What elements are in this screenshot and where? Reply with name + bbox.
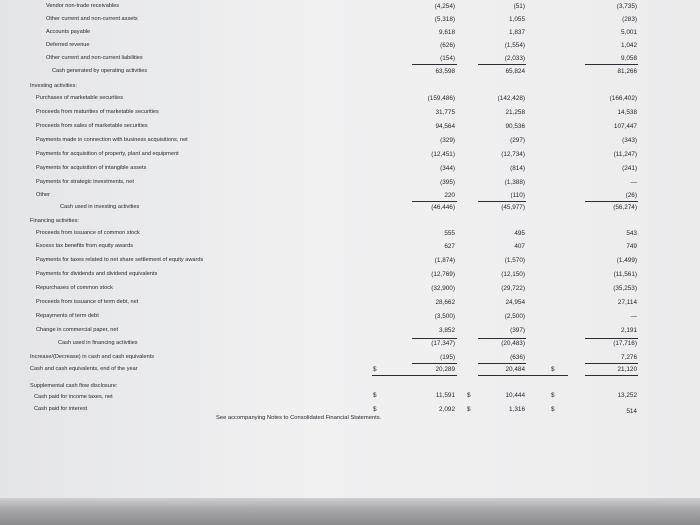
table-row bbox=[0, 242, 700, 254]
row-label: Vendor non-trade receivables bbox=[46, 3, 120, 9]
rule bbox=[412, 64, 457, 65]
double-rule bbox=[478, 375, 568, 376]
value-c3: 1,042 bbox=[621, 42, 637, 49]
row-label: Purchases of marketable securities bbox=[36, 95, 124, 101]
dollar-sign: $ bbox=[373, 406, 377, 413]
table-row bbox=[0, 339, 700, 351]
value-c3: (166,402) bbox=[609, 95, 637, 102]
rule bbox=[412, 201, 457, 202]
value-c2: (12,734) bbox=[501, 151, 525, 158]
row-label: Repayments of term debt bbox=[36, 313, 99, 319]
taxes-c2: 10,444 bbox=[505, 392, 525, 399]
value-c1: 9,618 bbox=[439, 29, 455, 36]
row-label: Payments for taxes related to net share settlement of equity awards bbox=[36, 257, 204, 263]
value-c2: (12,150) bbox=[501, 271, 525, 278]
value-c2: 407 bbox=[514, 243, 525, 250]
rule bbox=[585, 338, 638, 339]
value-c1: (17,347) bbox=[431, 340, 455, 347]
table-row bbox=[0, 15, 700, 27]
table-row bbox=[0, 284, 700, 296]
value-c3: (56,274) bbox=[613, 204, 637, 211]
table-row bbox=[0, 217, 700, 229]
value-c3: (11,561) bbox=[613, 271, 637, 278]
value-c3: (343) bbox=[622, 137, 637, 144]
value-c1: 28,662 bbox=[435, 299, 455, 306]
table-row bbox=[0, 108, 700, 120]
dollar-sign: $ bbox=[551, 392, 555, 399]
table-row bbox=[0, 28, 700, 40]
value-c2: (110) bbox=[510, 192, 525, 199]
value-c3: (283) bbox=[622, 16, 637, 23]
value-c2: 1,837 bbox=[509, 29, 525, 36]
row-label: Proceeds from issuance of term debt, net bbox=[36, 299, 139, 305]
value-c1: (5,318) bbox=[434, 16, 455, 23]
value-c1: 31,775 bbox=[435, 109, 455, 116]
value-c2: 495 bbox=[514, 230, 525, 237]
value-c2: (20,483) bbox=[501, 340, 525, 347]
row-label: Investing activities: bbox=[30, 83, 77, 89]
row-label: Cash paid for income taxes, net bbox=[34, 394, 113, 400]
taxes-c1: 11,591 bbox=[435, 392, 455, 399]
page-shadow bbox=[0, 498, 700, 525]
value-c1: 555 bbox=[444, 230, 455, 237]
interest-c2: 1,316 bbox=[509, 406, 525, 413]
value-c3: — bbox=[630, 179, 637, 186]
value-c1: 3,852 bbox=[439, 327, 455, 334]
value-c3: 7,276 bbox=[621, 354, 637, 361]
rule bbox=[478, 338, 526, 339]
value-c2: (397) bbox=[510, 327, 525, 334]
value-c1: 20,289 bbox=[435, 366, 455, 373]
value-c2: (2,500) bbox=[504, 313, 525, 320]
table-row bbox=[0, 164, 700, 176]
table-row bbox=[0, 178, 700, 190]
table-row bbox=[0, 298, 700, 310]
row-label: Supplemental cash flow disclosure: bbox=[30, 383, 118, 389]
row-label: Payments made in connection with business acquisitions, net bbox=[36, 137, 188, 143]
value-c2: (636) bbox=[510, 354, 525, 361]
value-c3: — bbox=[630, 313, 637, 320]
value-c2: 20,484 bbox=[505, 366, 525, 373]
row-label: Cash and cash equivalents, end of the year bbox=[30, 366, 138, 372]
table-row bbox=[0, 94, 700, 106]
value-c2: 65,824 bbox=[505, 68, 525, 75]
row-label: Excess tax benefits from equity awards bbox=[36, 243, 134, 249]
rule bbox=[585, 363, 638, 364]
row-label: Proceeds from maturities of marketable securities bbox=[36, 109, 159, 115]
value-c3: 27,114 bbox=[617, 299, 637, 306]
rule bbox=[478, 64, 526, 65]
dollar-sign: $ bbox=[551, 366, 555, 373]
table-row bbox=[0, 393, 700, 405]
row-label: Cash generated by operating activities bbox=[52, 68, 148, 74]
dollar-sign: $ bbox=[467, 406, 471, 413]
value-c2: (1,554) bbox=[504, 42, 525, 49]
value-c3: (241) bbox=[622, 165, 637, 172]
interest-c3: 514 bbox=[626, 408, 637, 415]
table-row bbox=[0, 270, 700, 282]
table-row bbox=[0, 67, 700, 79]
value-c2: (1,570) bbox=[504, 257, 525, 264]
value-c3: (17,716) bbox=[613, 340, 637, 347]
value-c1: (1,874) bbox=[434, 257, 455, 264]
row-label: Increase/(Decrease) in cash and cash equivalents bbox=[30, 354, 155, 360]
value-c1: (329) bbox=[440, 137, 455, 144]
value-c3: 21,120 bbox=[617, 366, 637, 373]
row-label: Cash used in financing activities bbox=[58, 340, 138, 346]
value-c1: (3,500) bbox=[434, 313, 455, 320]
value-c2: (51) bbox=[513, 3, 525, 10]
double-rule bbox=[372, 375, 457, 376]
row-label: Other current and non-current liabilities bbox=[46, 55, 143, 61]
dollar-sign: $ bbox=[373, 392, 377, 399]
dollar-sign: $ bbox=[467, 392, 471, 399]
rule bbox=[412, 338, 457, 339]
value-c1: 627 bbox=[444, 243, 455, 250]
table-row bbox=[0, 256, 700, 268]
row-label: Payments for acquisition of property, plant and equipment bbox=[36, 151, 179, 157]
row-label: Deferred revenue bbox=[46, 42, 90, 48]
row-label: Financing activities: bbox=[30, 218, 79, 224]
table-row bbox=[0, 82, 700, 94]
row-label: Proceeds from sales of marketable securities bbox=[36, 123, 148, 129]
table-row bbox=[0, 122, 700, 134]
value-c2: 1,055 bbox=[509, 16, 525, 23]
row-label: Other bbox=[36, 192, 50, 198]
rule bbox=[585, 64, 638, 65]
value-c1: 220 bbox=[444, 192, 455, 199]
row-label: Cash used in investing activities bbox=[60, 204, 140, 210]
row-label: Proceeds from issuance of common stock bbox=[36, 230, 140, 236]
row-label: Other current and non-current assets bbox=[46, 16, 138, 22]
value-c2: (2,033) bbox=[504, 55, 525, 62]
value-c1: (46,446) bbox=[431, 204, 455, 211]
row-label: Payments for strategic investments, net bbox=[36, 179, 134, 185]
value-c1: (12,769) bbox=[431, 271, 455, 278]
rule bbox=[478, 201, 526, 202]
value-c3: 107,447 bbox=[613, 123, 637, 130]
value-c2: (297) bbox=[510, 137, 525, 144]
value-c1: (344) bbox=[440, 165, 455, 172]
dollar-sign: $ bbox=[551, 406, 555, 413]
value-c2: (142,428) bbox=[497, 95, 525, 102]
table-row bbox=[0, 326, 700, 338]
row-label: Accounts payable bbox=[46, 29, 91, 35]
value-c1: 94,564 bbox=[435, 123, 455, 130]
dollar-sign: $ bbox=[373, 366, 377, 373]
rule bbox=[585, 201, 638, 202]
taxes-c3: 13,252 bbox=[617, 392, 637, 399]
value-c3: (3,735) bbox=[616, 3, 637, 10]
row-label: Payments for acquisition of intangible assets bbox=[36, 165, 147, 171]
value-c3: (35,253) bbox=[613, 285, 637, 292]
value-c3: 5,001 bbox=[621, 29, 637, 36]
value-c1: 63,598 bbox=[435, 68, 455, 75]
value-c2: (814) bbox=[510, 165, 525, 172]
table-row bbox=[0, 41, 700, 53]
rule bbox=[412, 363, 457, 364]
footnote: See accompanying Notes to Consolidated Financial Statements. bbox=[216, 415, 382, 421]
value-c2: (1,388) bbox=[504, 179, 525, 186]
value-c3: 81,266 bbox=[617, 68, 637, 75]
interest-c1: 2,092 bbox=[439, 406, 455, 413]
value-c1: (32,900) bbox=[431, 285, 455, 292]
value-c2: (29,722) bbox=[501, 285, 525, 292]
value-c3: 9,058 bbox=[621, 55, 637, 62]
value-c2: 90,536 bbox=[505, 123, 525, 130]
rule bbox=[478, 363, 526, 364]
value-c2: (45,977) bbox=[501, 204, 525, 211]
value-c3: 749 bbox=[626, 243, 637, 250]
value-c3: 14,538 bbox=[617, 109, 637, 116]
value-c1: (154) bbox=[440, 55, 455, 62]
value-c3: (1,499) bbox=[616, 257, 637, 264]
value-c3: 543 bbox=[626, 230, 637, 237]
table-row bbox=[0, 312, 700, 324]
value-c1: (626) bbox=[440, 42, 455, 49]
table-row bbox=[0, 203, 700, 215]
value-c3: (26) bbox=[625, 192, 637, 199]
value-c1: (12,451) bbox=[431, 151, 455, 158]
double-rule bbox=[585, 375, 638, 376]
table-row bbox=[0, 229, 700, 241]
row-label: Payments for dividends and dividend equivalents bbox=[36, 271, 158, 277]
row-label: Cash paid for interest bbox=[34, 406, 88, 412]
value-c3: (11,247) bbox=[613, 151, 637, 158]
row-label: Repurchases of common stock bbox=[36, 285, 113, 291]
value-c1: (159,486) bbox=[427, 95, 455, 102]
value-c2: 24,954 bbox=[505, 299, 525, 306]
value-c2: 21,258 bbox=[505, 109, 525, 116]
value-c3: 2,191 bbox=[621, 327, 637, 334]
table-row bbox=[0, 136, 700, 148]
table-row bbox=[0, 2, 700, 14]
value-c1: (195) bbox=[440, 354, 455, 361]
table-row bbox=[0, 150, 700, 162]
value-c1: (4,254) bbox=[434, 3, 455, 10]
row-label: Change in commercial paper, net bbox=[36, 327, 119, 333]
value-c1: (395) bbox=[440, 179, 455, 186]
